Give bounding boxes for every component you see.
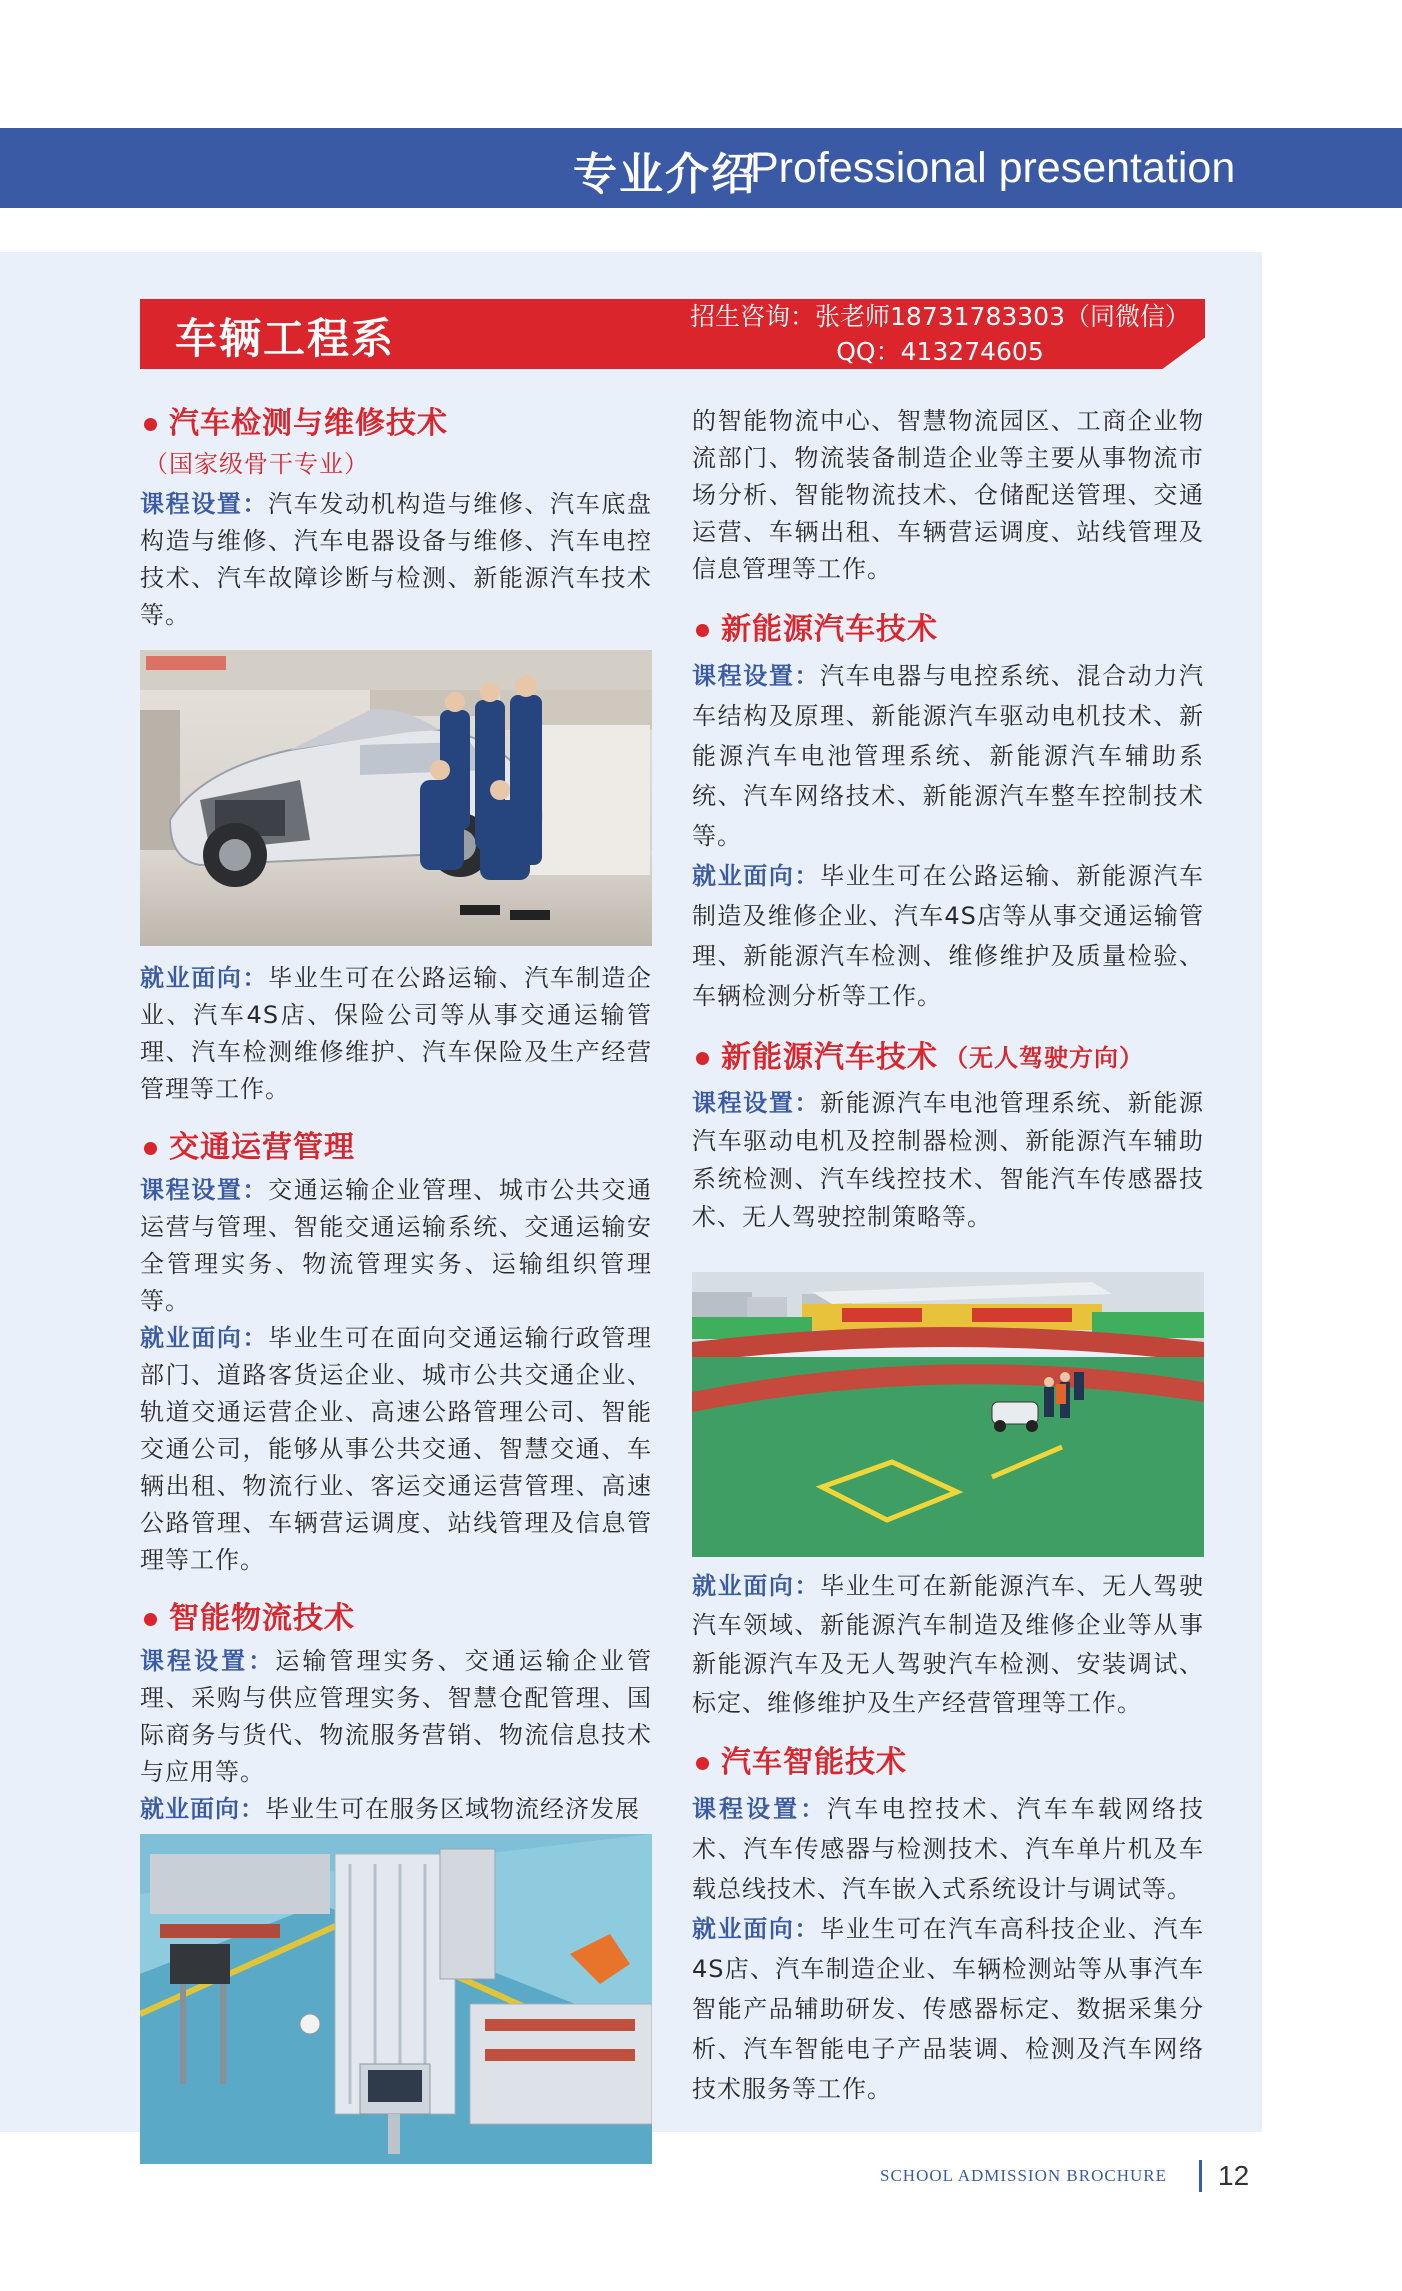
auto-repair-career: 就业面向：毕业生可在公路运输、汽车制造企业、汽车4S店、保险公司等从事交通运输管理、汽车检测维修维护、汽车保险及生产经营管理等工作。	[140, 964, 653, 1103]
photo-autonomous-field	[692, 1272, 1204, 1557]
page-number: 12	[1218, 2160, 1250, 2191]
logistics-lab-photo-icon	[140, 1834, 652, 2164]
logistics-career-part2: 的智能物流中心、智慧物流园区、工商企业物流部门、物流装备制造企业等主要从事物流市场分析、智能物流技术、仓储配送管理、交通运营、车辆出租、车辆营运调度、站线管理及信息管理等工作。	[692, 407, 1204, 583]
autonomous-field-photo-icon	[692, 1272, 1204, 1557]
footer-brochure-label: SCHOOL ADMISSION BROCHURE	[880, 2166, 1167, 2185]
section-title-traffic: 交通运营管理	[140, 1126, 652, 1170]
contact-info	[690, 299, 1190, 369]
header-title-en: Professional presentation	[750, 144, 1236, 192]
traffic-career: 就业面向：毕业生可在面向交通运输行政管理部门、道路客货运企业、城市公共交通企业、轨道交通运营企业、高速公路管理公司、智能交通公司，能够从事公共交通、智慧交通、车辆出租、物流行业、客运交通运营管理、高速公路管理、车辆营运调度、站线管理及信息管理等工作。	[140, 1324, 653, 1574]
career-label: 就业面向：	[140, 964, 269, 992]
nev-course: 课程设置：汽车电器与电控系统、混合动力汽车结构及原理、新能源汽车驱动电机技术、新能源汽车电池管理系统、新能源汽车辅助系统、汽车网络技术、新能源汽车整车控制技术等。	[692, 662, 1205, 850]
smart-car-career: 就业面向：毕业生可在汽车高科技企业、汽车4S店、汽车制造企业、车辆检测站等从事汽车智能产品辅助研发、传感器标定、数据采集分析、汽车智能电子产品装调、检测及汽车网络技术服务等工作。	[692, 1915, 1205, 2103]
bullet-dot-icon	[144, 1613, 157, 1626]
course-label: 课程设置：	[140, 490, 269, 518]
traffic-course: 课程设置：交通运输企业管理、城市公共交通运营与管理、智能交通运输系统、交通运输安全管理实务、物流管理实务、运输组织管理等。	[140, 1176, 653, 1315]
header-title-cn: 专业介绍	[573, 149, 757, 200]
section-subtitle-autonomous: （无人驾驶方向）	[944, 1044, 1144, 1072]
left-column	[140, 402, 652, 2164]
bullet-dot-icon	[696, 1757, 709, 1770]
section-title-logistics: 智能物流技术	[140, 1597, 652, 1641]
photo-car-training	[140, 650, 652, 946]
section-subtitle-auto-repair: （国家级骨干专业）	[144, 450, 369, 478]
logistics-career-part1: 就业面向：毕业生可在服务区域物流经济发展	[140, 1795, 640, 1823]
section-title-nev: 新能源汽车技术	[692, 608, 1204, 652]
auto-repair-course: 课程设置：汽车发动机构造与维修、汽车底盘构造与维修、汽车电器设备与维修、汽车电控技术、汽车故障诊断与检测、新能源汽车技术等。	[140, 490, 653, 629]
bullet-dot-icon	[144, 418, 157, 431]
smart-car-course: 课程设置：汽车电控技术、汽车车载网络技术、汽车传感器与检测技术、汽车单片机及车载总线技术、汽车嵌入式系统设计与调试等。	[692, 1795, 1205, 1903]
logistics-course: 课程设置：运输管理实务、交通运输企业管理、采购与供应管理实务、智慧仓配管理、国际商务与货代、物流服务营销、物流信息技术与应用等。	[140, 1647, 653, 1786]
bullet-dot-icon	[144, 1142, 157, 1155]
nev-autonomous-course: 课程设置：新能源汽车电池管理系统、新能源汽车驱动电机及控制器检测、新能源汽车辅助系统检测、汽车线控技术、智能汽车传感器技术、无人驾驶控制策略等。	[692, 1089, 1205, 1231]
contact-qq: QQ：413274605	[836, 337, 1044, 366]
right-column	[692, 403, 1204, 2109]
header-band	[0, 128, 1402, 208]
photo-logistics-lab	[140, 1834, 652, 2164]
nev-career: 就业面向：毕业生可在公路运输、新能源汽车制造及维修企业、汽车4S店等从事交通运输管理、新能源汽车检测、维修维护及质量检验、车辆检测分析等工作。	[692, 862, 1205, 1010]
contact-phone: 招生咨询：张老师18731783303（同微信）	[690, 302, 1190, 331]
section-title-auto-repair: 汽车检测与维修技术	[140, 402, 652, 446]
nev-autonomous-career: 就业面向：毕业生可在新能源汽车、无人驾驶汽车领域、新能源汽车制造及维修企业等从事新能源汽车及无人驾驶汽车检测、安装调试、标定、维修维护及生产经营管理等工作。	[692, 1572, 1205, 1717]
department-title: 车辆工程系	[175, 314, 396, 363]
section-title-nev-autonomous: 新能源汽车技术 （无人驾驶方向）	[692, 1036, 1204, 1080]
car-training-photo-icon	[140, 650, 652, 946]
bullet-dot-icon	[696, 624, 709, 637]
section-title-smart-car: 汽车智能技术	[692, 1741, 1204, 1785]
footer-divider	[1199, 2160, 1202, 2192]
bullet-dot-icon	[696, 1052, 709, 1065]
